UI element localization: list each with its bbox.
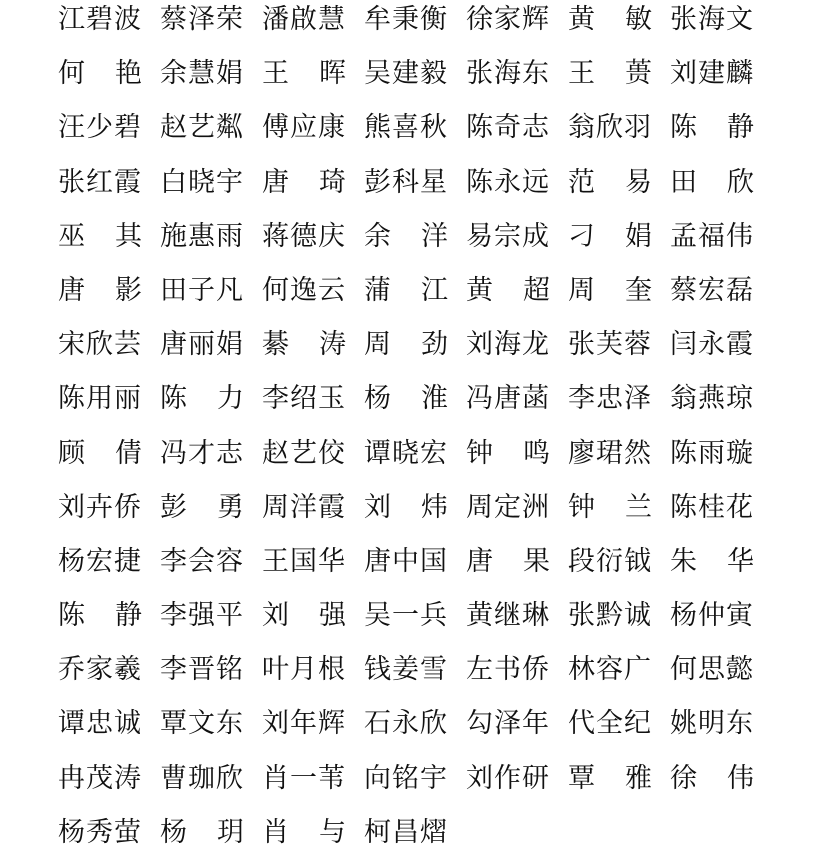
- name-entry: [364, 271, 448, 311]
- name-char: 朱: [670, 545, 697, 577]
- name-entry: 杨仲寅: [670, 600, 754, 632]
- name-char: 娟: [625, 220, 652, 252]
- name-entry: 陈雨璇: [670, 437, 754, 469]
- name-char: 静: [115, 600, 142, 632]
- name-entry: 张红霞: [58, 166, 142, 198]
- name-char: 伟: [727, 762, 754, 794]
- name-entry: 李会容: [160, 545, 244, 577]
- name-char: 刁: [568, 220, 595, 252]
- name-entry: 代全纪: [568, 708, 652, 740]
- name-char: 钟: [466, 437, 493, 469]
- name-entry: [568, 217, 652, 257]
- name-entry: 张海文: [670, 4, 754, 35]
- name-entry: [466, 434, 550, 474]
- name-entry: 陈桂花: [670, 491, 754, 523]
- name-entry: 傅应康: [262, 112, 346, 144]
- name-entry: [568, 0, 652, 40]
- name-entry: 刘作研: [466, 762, 550, 794]
- name-char: 杨: [160, 816, 187, 848]
- name-char: 何: [58, 58, 85, 90]
- name-char: 与: [319, 816, 346, 848]
- name-entry: 李强平: [160, 600, 244, 632]
- name-entry: 肖一苇: [262, 762, 346, 794]
- name-char: 奎: [625, 274, 652, 306]
- name-char: 刘: [262, 600, 289, 632]
- name-char: 巫: [58, 220, 85, 252]
- name-entry: 汪少碧: [58, 112, 142, 144]
- name-entry: 牟秉衡: [364, 4, 448, 35]
- name-char: 涛: [319, 329, 346, 361]
- name-entry: 周洋霞: [262, 491, 346, 523]
- name-char: 余: [364, 220, 391, 252]
- name-char: 田: [670, 166, 697, 198]
- name-entry: 陈奇志: [466, 112, 550, 144]
- name-entry: [568, 759, 652, 799]
- name-entry: [364, 379, 448, 419]
- name-char: 江: [421, 274, 448, 306]
- name-entry: [670, 759, 754, 799]
- name-entry: 黄继琳: [466, 600, 550, 632]
- name-list-page: [58, 0, 778, 858]
- name-char: 易: [625, 166, 652, 198]
- name-char: 欣: [727, 166, 754, 198]
- name-entry: 刘卉侨: [58, 491, 142, 523]
- name-entry: 赵艺佼: [262, 437, 346, 469]
- name-entry: 易宗成: [466, 220, 550, 252]
- name-char: 鸣: [523, 437, 550, 469]
- name-entry: 蔡宏磊: [670, 274, 754, 306]
- name-entry: 冯才志: [160, 437, 244, 469]
- name-entry: [466, 542, 550, 582]
- name-char: 炜: [421, 491, 448, 523]
- name-entry: 刘海龙: [466, 329, 550, 361]
- name-char: 华: [727, 545, 754, 577]
- name-entry: 杨秀萤: [58, 816, 142, 848]
- name-entry: [364, 325, 448, 365]
- name-entry: 谭晓宏: [364, 437, 448, 469]
- name-entry: 闫永霞: [670, 329, 754, 361]
- name-char: 王: [262, 58, 289, 90]
- name-entry: [58, 217, 142, 257]
- name-entry: 唐中国: [364, 545, 448, 577]
- name-entry: 姚明东: [670, 708, 754, 740]
- name-char: 力: [217, 383, 244, 415]
- name-char: 果: [523, 545, 550, 577]
- name-entry: 吴一兵: [364, 600, 448, 632]
- name-char: 超: [523, 274, 550, 306]
- name-entry: 唐丽娟: [160, 329, 244, 361]
- name-entry: 乔家羲: [58, 654, 142, 686]
- name-entry: 柯昌熠: [364, 816, 448, 848]
- name-entry: 廖珺然: [568, 437, 652, 469]
- name-char: 其: [115, 220, 142, 252]
- name-entry: [160, 379, 244, 419]
- name-entry: 陈用丽: [58, 383, 142, 415]
- name-entry: 张芙蓉: [568, 329, 652, 361]
- name-char: 彭: [160, 491, 187, 523]
- name-entry: [568, 163, 652, 203]
- name-char: 静: [727, 112, 754, 144]
- name-char: 艳: [115, 58, 142, 90]
- name-entry: [670, 108, 754, 148]
- name-entry: 徐家辉: [466, 4, 550, 35]
- name-char: 强: [319, 600, 346, 632]
- name-entry: [262, 596, 346, 636]
- name-char: 兰: [625, 491, 652, 523]
- name-char: 劲: [421, 329, 448, 361]
- name-entry: [58, 54, 142, 94]
- name-char: 淮: [421, 383, 448, 415]
- name-entry: [262, 54, 346, 94]
- name-entry: [262, 325, 346, 365]
- name-entry: 白晓宇: [160, 166, 244, 198]
- name-char: 影: [115, 274, 142, 306]
- name-entry: 孟福伟: [670, 220, 754, 252]
- name-entry: [262, 813, 346, 853]
- name-grid: [58, 0, 778, 867]
- name-entry: 翁欣羽: [568, 112, 652, 144]
- name-entry: 周定洲: [466, 491, 550, 523]
- name-entry: 曹珈欣: [160, 762, 244, 794]
- name-entry: 余慧娟: [160, 58, 244, 90]
- name-char: 周: [568, 274, 595, 306]
- name-entry: [58, 434, 142, 474]
- name-entry: 张海东: [466, 58, 550, 90]
- name-entry: 刘建麟: [670, 58, 754, 90]
- name-char: 蒲: [364, 274, 391, 306]
- name-entry: 何思懿: [670, 654, 754, 686]
- name-char: 顾: [58, 437, 85, 469]
- name-entry: 蒋德庆: [262, 220, 346, 252]
- name-entry: 刘年辉: [262, 708, 346, 740]
- name-char: 琦: [319, 166, 346, 198]
- name-entry: 翁燕琼: [670, 383, 754, 415]
- name-char: 王: [568, 58, 595, 90]
- name-char: 黄: [568, 4, 595, 35]
- name-entry: [568, 271, 652, 311]
- name-char: 洋: [421, 220, 448, 252]
- name-entry: 覃文东: [160, 708, 244, 740]
- name-entry: [58, 271, 142, 311]
- name-entry: 熊喜秋: [364, 112, 448, 144]
- name-char: 蒉: [625, 58, 652, 90]
- name-entry: [364, 488, 448, 528]
- name-char: 唐: [58, 274, 85, 306]
- name-char: 綦: [262, 329, 289, 361]
- name-entry: 叶月根: [262, 654, 346, 686]
- name-entry: 林容广: [568, 654, 652, 686]
- name-char: 唐: [466, 545, 493, 577]
- name-entry: 蔡泽荣: [160, 4, 244, 35]
- name-char: 倩: [115, 437, 142, 469]
- name-entry: 陈永远: [466, 166, 550, 198]
- name-char: 玥: [217, 816, 244, 848]
- name-entry: 彭科星: [364, 166, 448, 198]
- name-entry: 勾泽年: [466, 708, 550, 740]
- name-entry: 冯唐菡: [466, 383, 550, 415]
- name-entry: 李绍玉: [262, 383, 346, 415]
- name-entry: 左书侨: [466, 654, 550, 686]
- name-entry: 谭忠诚: [58, 708, 142, 740]
- name-entry: [670, 163, 754, 203]
- name-char: 雅: [625, 762, 652, 794]
- name-char: 肖: [262, 816, 289, 848]
- name-char: 杨: [364, 383, 391, 415]
- name-entry: 田子凡: [160, 274, 244, 306]
- name-entry: 段衍钺: [568, 545, 652, 577]
- name-char: 敏: [625, 4, 652, 35]
- name-entry: 张黔诚: [568, 600, 652, 632]
- name-entry: 石永欣: [364, 708, 448, 740]
- name-char: 陈: [670, 112, 697, 144]
- name-entry: 何逸云: [262, 274, 346, 306]
- name-entry: 冉茂涛: [58, 762, 142, 794]
- name-entry: [670, 542, 754, 582]
- name-char: 钟: [568, 491, 595, 523]
- name-entry: [364, 217, 448, 257]
- name-entry: 吴建毅: [364, 58, 448, 90]
- name-char: 覃: [568, 762, 595, 794]
- name-entry: 杨宏捷: [58, 545, 142, 577]
- name-entry: 钱姜雪: [364, 654, 448, 686]
- name-entry: [160, 488, 244, 528]
- name-entry: 施惠雨: [160, 220, 244, 252]
- name-entry: [568, 54, 652, 94]
- name-char: 黄: [466, 274, 493, 306]
- name-entry: 江碧波: [58, 4, 142, 35]
- name-entry: 向铭宇: [364, 762, 448, 794]
- name-char: 范: [568, 166, 595, 198]
- name-char: 陈: [160, 383, 187, 415]
- name-entry: [58, 596, 142, 636]
- name-char: 陈: [58, 600, 85, 632]
- name-entry: 王国华: [262, 545, 346, 577]
- name-entry: [262, 163, 346, 203]
- name-entry: [568, 488, 652, 528]
- name-entry: 李晋铭: [160, 654, 244, 686]
- name-char: 晖: [319, 58, 346, 90]
- name-char: 徐: [670, 762, 697, 794]
- name-entry: 赵艺粼: [160, 112, 244, 144]
- name-entry: 李忠泽: [568, 383, 652, 415]
- name-entry: [160, 813, 244, 853]
- name-entry: 潘啟慧: [262, 4, 346, 35]
- name-char: 刘: [364, 491, 391, 523]
- name-entry: [466, 271, 550, 311]
- name-char: 周: [364, 329, 391, 361]
- name-char: 勇: [217, 491, 244, 523]
- name-entry: 宋欣芸: [58, 329, 142, 361]
- name-char: 唐: [262, 166, 289, 198]
